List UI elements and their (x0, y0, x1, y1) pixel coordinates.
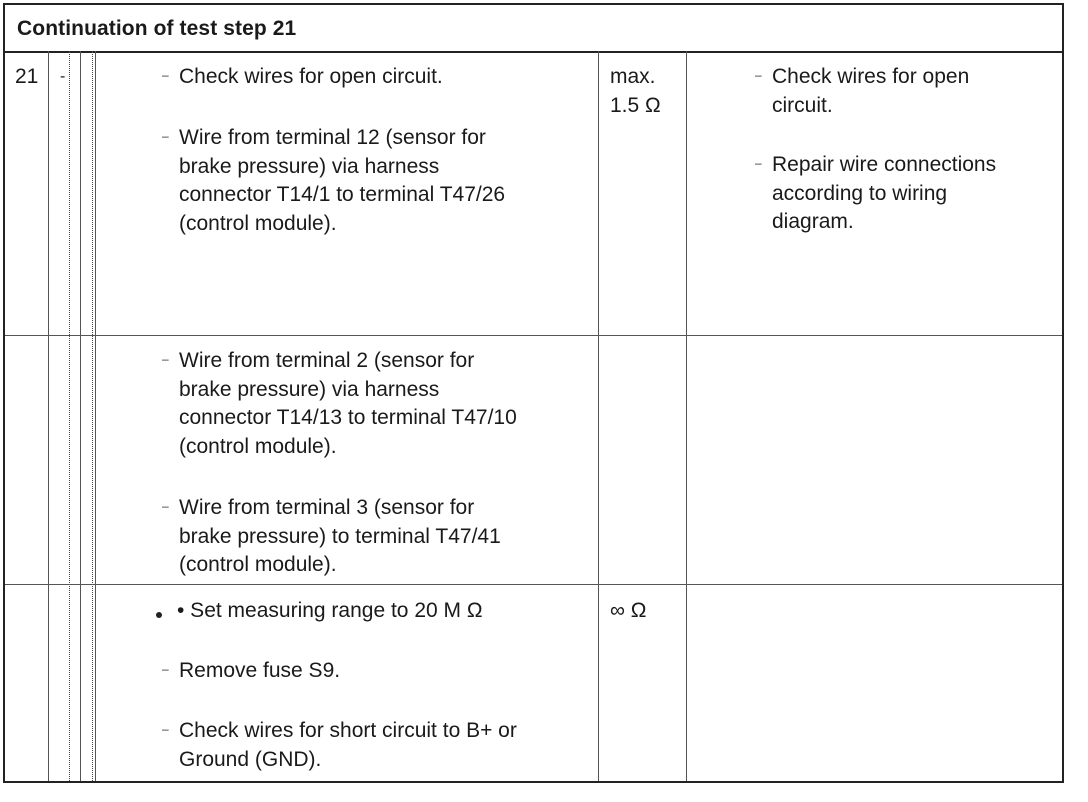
action-line: (control module). (179, 211, 337, 235)
spec-value (610, 597, 647, 626)
header-title: Continuation of test step 21 (17, 17, 297, 40)
action-line: brake pressure) via harness (179, 154, 440, 178)
action-line: Check wires for short circuit to B+ or (179, 719, 517, 742)
action-line: • Set measuring range to 20 M Ω (177, 599, 483, 622)
remedy-line: Check wires for open (772, 65, 970, 88)
bullet-dot-icon (156, 612, 162, 618)
action-item (179, 63, 443, 92)
remedy-item (772, 63, 969, 120)
step-number: 21 (15, 65, 39, 88)
remedy-line: Repair wire connections (772, 153, 997, 176)
step-marker: - (60, 68, 66, 85)
row-divider-1 (5, 335, 1062, 336)
spec-line: ∞ Ω (610, 599, 647, 622)
test-step-table (3, 3, 1064, 783)
action-line: Ground (GND). (179, 747, 322, 771)
dash-bullet: – (162, 68, 169, 82)
spec-line: max. (610, 65, 656, 88)
action-line: Wire from terminal 12 (sensor for (179, 126, 486, 149)
action-line: (control module). (179, 553, 337, 576)
dash-bullet: – (162, 499, 169, 513)
col-divider-spec (598, 51, 599, 781)
remedy-line: according to wiring (772, 181, 948, 205)
remedy-line: circuit. (772, 93, 833, 117)
spec-line: 1.5 Ω (610, 93, 661, 117)
action-item (177, 597, 483, 626)
dash-bullet: – (162, 662, 169, 676)
action-item (179, 347, 517, 461)
action-line: Check wires for open circuit. (179, 65, 443, 88)
col-divider-step (48, 51, 49, 781)
action-line: Wire from terminal 2 (sensor for (179, 349, 475, 372)
spec-value (610, 63, 661, 120)
remedy-item (772, 151, 996, 237)
action-line: brake pressure) via harness (179, 377, 440, 401)
table-body (3, 51, 1064, 783)
col-divider-marker (69, 51, 70, 781)
col-divider-c (95, 51, 96, 781)
action-line: connector T14/13 to terminal T47/10 (179, 406, 517, 429)
action-line: Remove fuse S9. (179, 659, 341, 682)
col-divider-b (92, 51, 93, 781)
action-line: brake pressure) to terminal T47/41 (179, 524, 501, 548)
remedy-line: diagram. (772, 210, 854, 233)
row-divider-2 (5, 584, 1062, 585)
dash-bullet: – (162, 722, 169, 736)
col-divider-remedy (686, 51, 687, 781)
action-line: connector T14/1 to terminal T47/26 (179, 183, 506, 206)
action-line: (control module). (179, 434, 337, 458)
action-item (179, 657, 340, 686)
dash-bullet: – (755, 68, 762, 82)
action-item (179, 494, 501, 580)
table-header (3, 3, 1064, 53)
action-line: Wire from terminal 3 (sensor for (179, 496, 475, 519)
dash-bullet: – (162, 352, 169, 366)
action-item (179, 124, 505, 238)
col-divider-a (80, 51, 81, 781)
dash-bullet: – (162, 129, 169, 143)
dash-bullet: – (755, 156, 762, 170)
action-item (179, 717, 517, 774)
